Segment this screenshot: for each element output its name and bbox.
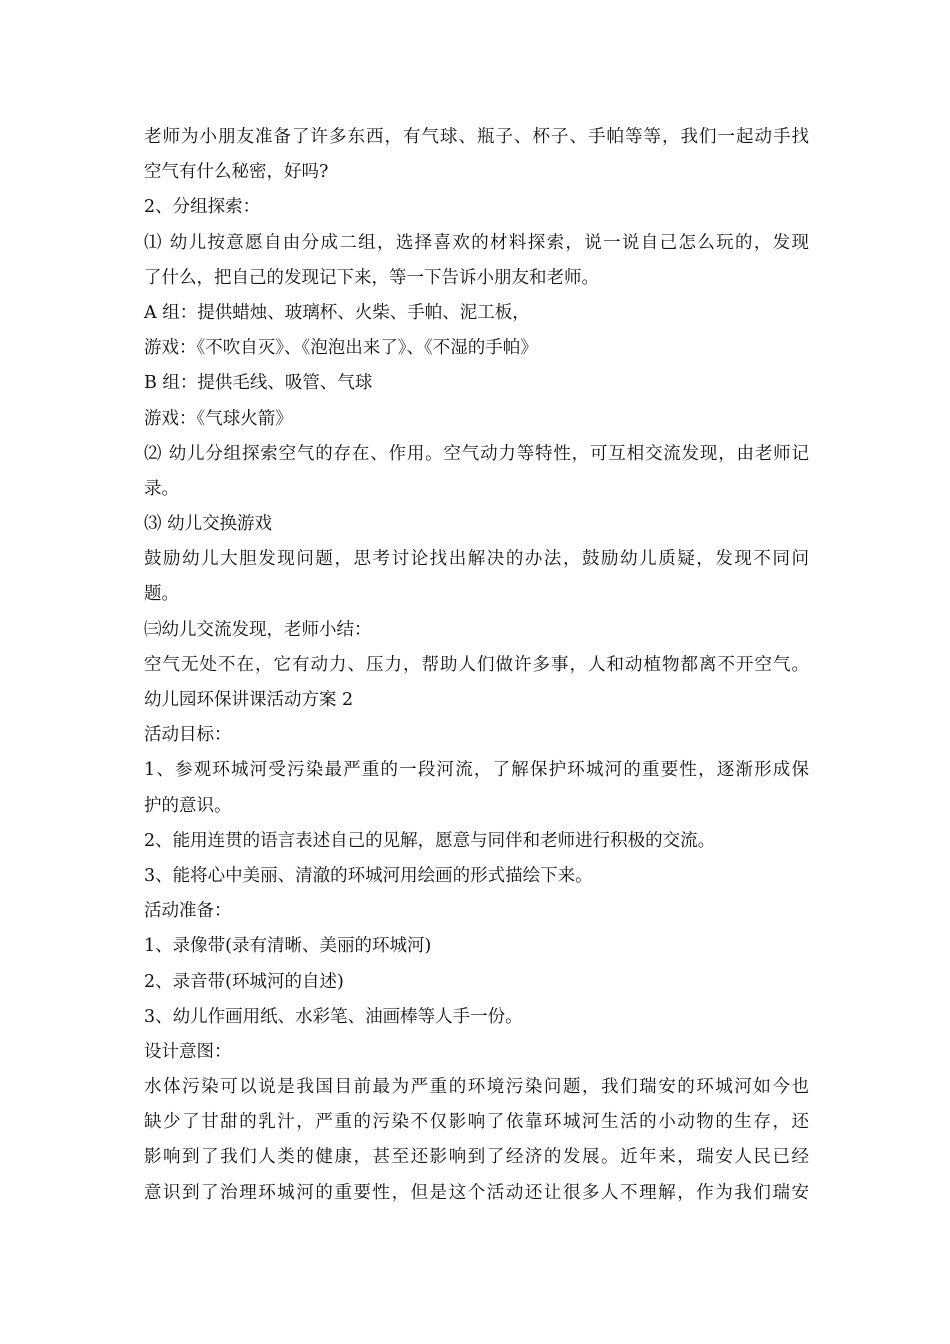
paragraph-line: 活动目标： [144,725,232,746]
paragraph-line: B 组：提供毛线、吸管、气球 [144,373,373,394]
document-body [144,120,809,1211]
paragraph-line: 了什么，把自己的发现记下来，等一下告诉小朋友和老师。 [144,267,599,288]
paragraph-line: 2、分组探索： [144,197,261,218]
paragraph-line: 空气有什么秘密，好吗? [144,162,329,183]
paragraph-line: 缺少了甘甜的乳汁，严重的污染不仅影响了依靠环城河生活的小动物的生存，还 [144,1112,809,1133]
paragraph-line: 幼儿园环保讲课活动方案 2 [144,690,354,710]
paragraph-line: ⑶ 幼儿交换游戏 [144,514,273,535]
paragraph-line: 游戏：《不吹自灭》、《泡泡出来了》、《不湿的手帕》 [144,338,538,359]
paragraph-line: 1、录像带(录有清晰、美丽的环城河) [144,936,432,957]
paragraph-line: 活动准备： [144,901,232,922]
paragraph-line: 2、录音带(环城河的自述) [144,971,344,992]
paragraph-line: 设计意图： [144,1041,232,1062]
paragraph-line: 3、能将心中美丽、清澈的环城河用绘画的形式描绘下来。 [144,865,593,886]
paragraph-line: 游戏：《气球火箭》 [144,408,293,429]
paragraph-line: 2、能用连贯的语言表述自己的见解，愿意与同伴和老师进行积极的交流。 [144,830,716,851]
paragraph-line: 1、参观环城河受污染最严重的一段河流，了解保护环城河的重要性，逐渐形成保 [144,760,809,781]
paragraph-line: ㈢幼儿交流发现，老师小结： [144,619,372,640]
paragraph-line: 护的意识。 [144,795,232,816]
paragraph-line: 水体污染可以说是我国目前最为严重的环境污染问题，我们瑞安的环城河如今也 [144,1077,809,1098]
paragraph-line: 意识到了治理环城河的重要性，但是这个活动还让很多人不理解，作为我们瑞安 [144,1182,809,1203]
paragraph-line: 老师为小朋友准备了许多东西，有气球、瓶子、杯子、手帕等等，我们一起动手找 [144,127,809,147]
paragraph-line: 录。 [144,478,179,499]
paragraph-line: 空气无处不在，它有动力、压力，帮助人们做许多事，人和动植物都离不开空气。 [144,654,809,675]
paragraph-line: A 组：提供蜡烛、玻璃杯、火柴、手帕、泥工板， [144,302,530,323]
paragraph-line: 3、幼儿作画用纸、水彩笔、油画棒等人手一份。 [144,1006,523,1027]
paragraph-line: ⑴ 幼儿按意愿自由分成二组，选择喜欢的材料探索，说一说自己怎么玩的，发现 [144,232,809,253]
paragraph-line: 影响到了我们人类的健康，甚至还影响到了经济的发展。近年来，瑞安人民已经 [144,1147,809,1168]
paragraph-line: 题。 [144,584,179,605]
paragraph-line: 鼓励幼儿大胆发现问题，思考讨论找出解决的办法，鼓励幼儿质疑，发现不同问 [144,549,809,570]
paragraph-line: ⑵ 幼儿分组探索空气的存在、作用。空气动力等特性，可互相交流发现，由老师记 [144,443,809,464]
